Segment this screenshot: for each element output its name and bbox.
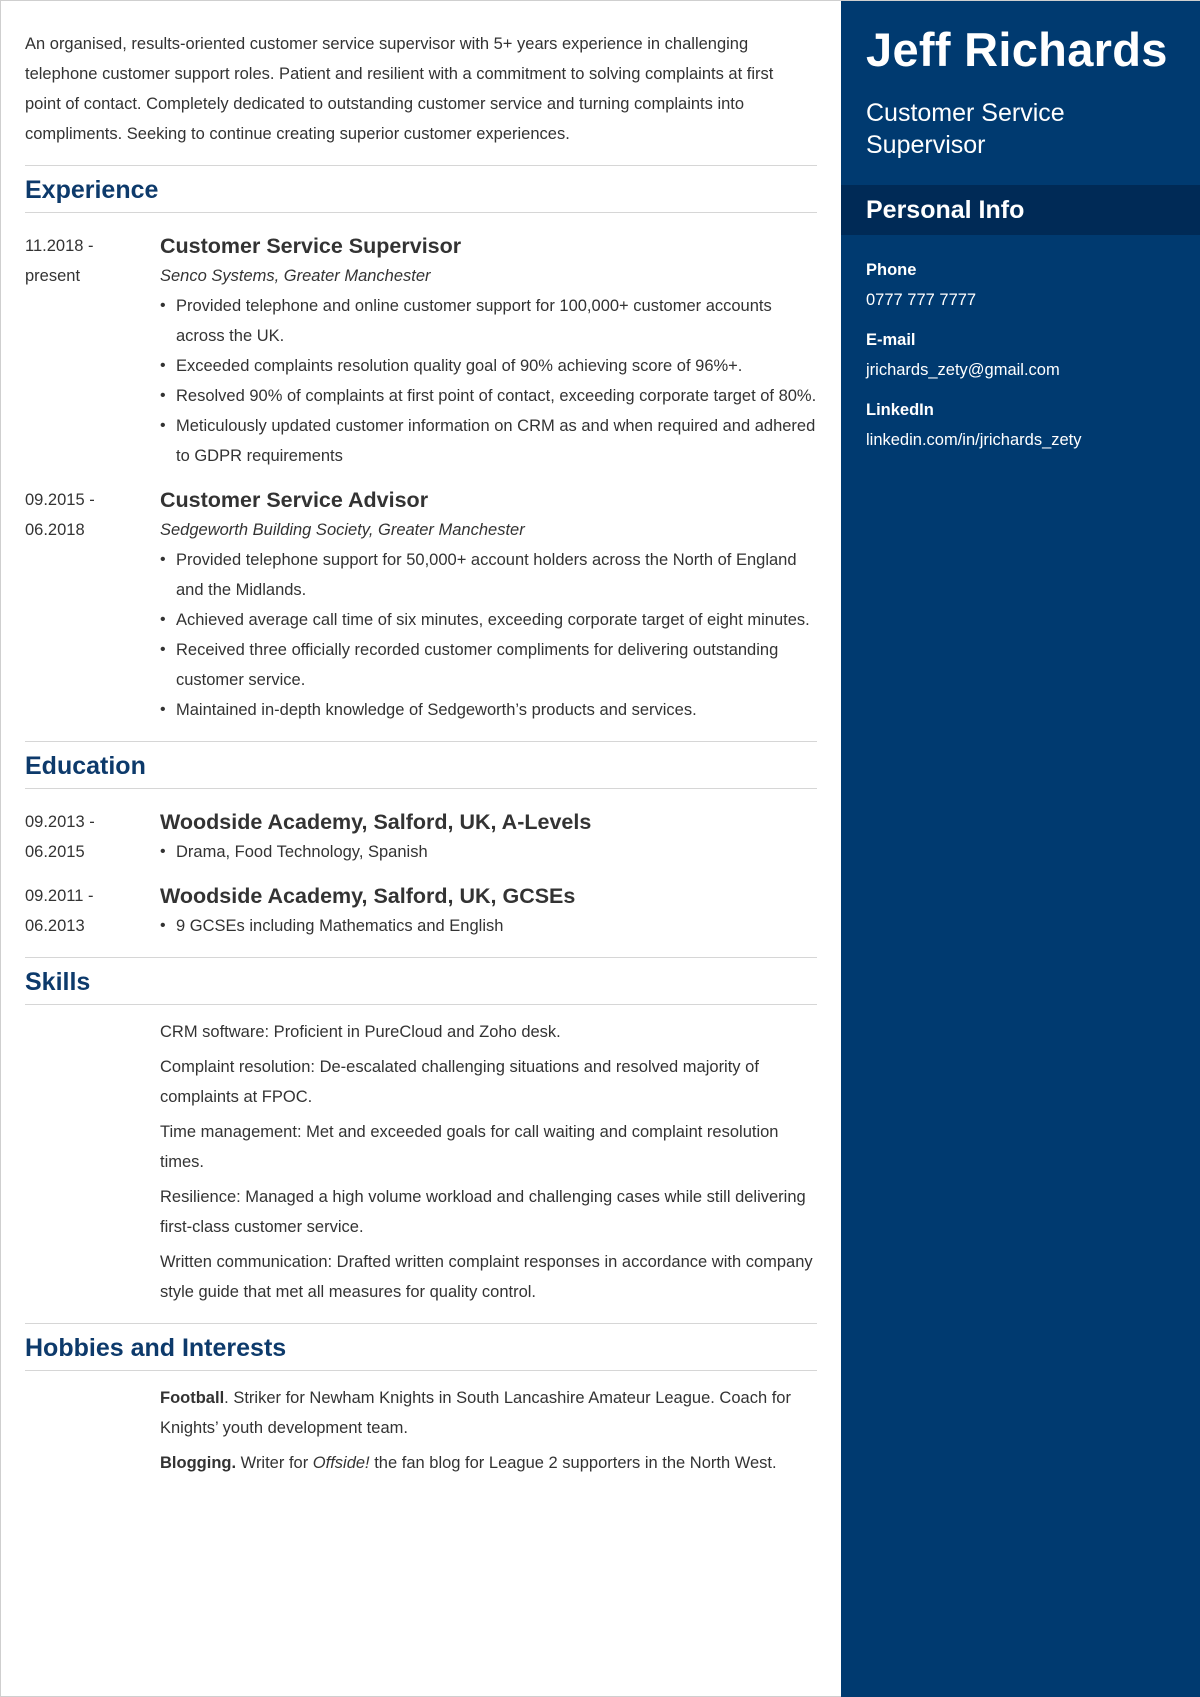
personal-info-title: Personal Info <box>866 196 1025 224</box>
job-title: Customer Service Advisor <box>160 488 429 512</box>
company-name: Sedgeworth Building Society, Greater Manchester <box>160 521 525 539</box>
email-label: E-mail <box>866 331 916 349</box>
entry-body <box>160 231 817 471</box>
entry-date <box>25 881 160 941</box>
school-title: Woodside Academy, Salford, UK, A-Levels <box>160 810 592 834</box>
skills-list <box>25 1017 817 1307</box>
personal-info <box>841 235 1200 455</box>
date-start: 09.2013 - <box>25 813 95 831</box>
job-bullets <box>160 291 817 471</box>
education-entry <box>25 881 817 941</box>
bullet-item: • Maintained in-depth knowledge of Sedgeworth’s products and services. <box>160 695 817 725</box>
skills-header <box>25 957 817 1005</box>
main-column <box>25 1 817 1483</box>
company-name: Senco Systems, Greater Manchester <box>160 267 431 285</box>
email-value[interactable]: jrichards_zety@gmail.com <box>866 361 1060 379</box>
bullet-item: • Resolved 90% of complaints at first point of contact, exceeding corporate target of 80%. <box>160 381 817 411</box>
job-bullets <box>160 545 817 725</box>
experience-list <box>25 231 817 725</box>
hobby-label: Football <box>160 1389 225 1407</box>
skill-item: Complaint resolution: De-escalated challenging situations and resolved majority of complaints at FPOC. <box>160 1058 759 1106</box>
experience-title: Experience <box>25 176 159 204</box>
date-end: 06.2015 <box>25 843 85 861</box>
skill-item: CRM software: Proficient in PureCloud and Zoho desk. <box>160 1023 561 1041</box>
bullet-item: • Achieved average call time of six minutes, exceeding corporate target of eight minutes. <box>160 605 817 635</box>
date-start: 11.2018 - <box>25 237 94 255</box>
education-entry <box>25 807 817 867</box>
entry-body <box>160 881 817 941</box>
bullet-item: • 9 GCSEs including Mathematics and English <box>160 911 817 941</box>
hobby-item-blogging <box>160 1448 817 1478</box>
education-bullets <box>160 837 817 867</box>
skill-item: Written communication: Drafted written complaint responses in accordance with company style guide that met all measures for quality control. <box>160 1253 813 1301</box>
bullet-item: • Exceeded complaints resolution quality goal of 90% achieving score of 96%+. <box>160 351 817 381</box>
education-list <box>25 807 817 941</box>
skill-item: Resilience: Managed a high volume workload and challenging cases while still delivering first-class customer service. <box>160 1188 806 1236</box>
hobbies-title: Hobbies and Interests <box>25 1334 287 1362</box>
date-end: present <box>25 267 81 285</box>
hobbies-header <box>25 1323 817 1371</box>
school-title: Woodside Academy, Salford, UK, GCSEs <box>160 884 576 908</box>
date-end: 06.2013 <box>25 917 85 935</box>
education-title: Education <box>25 752 146 780</box>
bullet-item: • Drama, Food Technology, Spanish <box>160 837 817 867</box>
education-header <box>25 741 817 789</box>
profile-summary: An organised, results-oriented customer service supervisor with 5+ years experience in challenging telephone customer support roles. Patient and resilient with a commitment to solving complaints at first point of contact. Completely dedicated to outstanding customer service and turning complaints into compliments. Seeking to continue creating superior customer experiences. <box>25 35 774 143</box>
education-bullets <box>160 911 817 941</box>
experience-entry <box>25 231 817 471</box>
bullet-item: • Provided telephone and online customer support for 100,000+ customer accounts across the UK. <box>160 291 817 351</box>
hobby-item-football <box>160 1383 817 1443</box>
candidate-role: Customer Service Supervisor <box>866 99 1065 159</box>
hobbies-section <box>25 1323 817 1478</box>
education-section <box>25 741 817 941</box>
experience-header <box>25 165 817 213</box>
candidate-name: Jeff Richards <box>866 23 1168 76</box>
entry-body <box>160 807 817 867</box>
hobby-text: Writer for <box>236 1454 313 1472</box>
entry-date <box>25 807 160 867</box>
job-title: Customer Service Supervisor <box>160 234 462 258</box>
skills-title: Skills <box>25 968 91 996</box>
phone-value: 0777 777 7777 <box>866 291 977 309</box>
experience-entry <box>25 485 817 725</box>
bullet-item: • Meticulously updated customer information on CRM as and when required and adhered to GDPR requirements <box>160 411 817 471</box>
phone-label: Phone <box>866 261 917 279</box>
linkedin-label: LinkedIn <box>866 401 934 419</box>
hobby-label: Blogging. <box>160 1454 237 1472</box>
bullet-item: • Provided telephone support for 50,000+ account holders across the North of England and the Midlands. <box>160 545 817 605</box>
experience-section <box>25 165 817 725</box>
skills-section <box>25 957 817 1307</box>
hobby-emphasis: Offside! <box>312 1454 370 1472</box>
hobby-text: . Striker for Newham Knights in South Lancashire Amateur League. Coach for Knights’ youth development team. <box>160 1389 791 1437</box>
bullet-item: • Received three officially recorded customer compliments for delivering outstanding customer service. <box>160 635 817 695</box>
entry-date <box>25 485 160 725</box>
date-start: 09.2011 - <box>25 887 94 905</box>
date-start: 09.2015 - <box>25 491 95 509</box>
date-end: 06.2018 <box>25 521 85 539</box>
skill-item: Time management: Met and exceeded goals for call waiting and complaint resolution times. <box>160 1123 779 1171</box>
sidebar <box>841 1 1200 1697</box>
entry-date <box>25 231 160 471</box>
hobbies-list <box>25 1383 817 1478</box>
entry-body <box>160 485 817 725</box>
personal-info-header <box>841 185 1200 235</box>
hobby-text: the fan blog for League 2 supporters in the North West. <box>369 1454 777 1472</box>
linkedin-value[interactable]: linkedin.com/in/jrichards_zety <box>866 431 1082 449</box>
